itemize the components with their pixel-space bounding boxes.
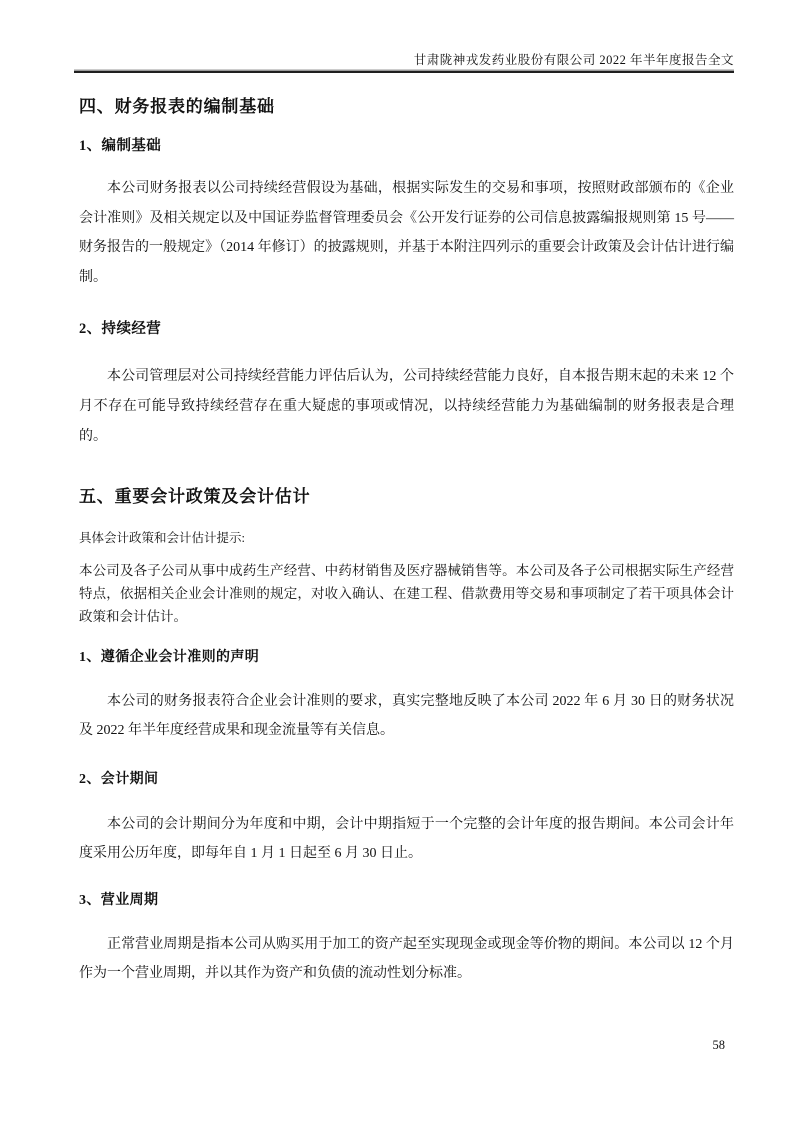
section5-note: 具体会计政策和会计估计提示:	[79, 531, 245, 545]
section4-sub2-heading: 2、持续经营	[79, 321, 162, 337]
section5-sub3-heading: 3、营业周期	[79, 893, 159, 908]
section4-heading: 四、财务报表的编制基础	[79, 97, 275, 116]
section5-intro-paragraph: 本公司及各子公司从事中成药生产经营、中药材销售及医疗器械销售等。本公司及各子公司根据实际生产经营特点，依据相关企业会计准则的规定，对收入确认、在建工程、借款费用等交易和事项制定了若干项具体会计政策和会计估计。	[79, 563, 734, 624]
section5-sub1-paragraph: 本公司的财务报表符合企业会计准则的要求，真实完整地反映了本公司 2022 年 6 月 30 日的财务状况及 2022 年半年度经营成果和现金流量等有关信息。	[79, 694, 734, 738]
page-number: 58	[712, 1038, 725, 1052]
section5-heading: 五、重要会计政策及会计估计	[79, 487, 311, 506]
section5-sub2-heading: 2、会计期间	[79, 772, 159, 787]
section5-sub1-heading: 1、遵循企业会计准则的声明	[79, 650, 260, 665]
section4-sub2-paragraph: 本公司管理层对公司持续经营能力评估后认为，公司持续经营能力良好，自本报告期末起的未来 12 个月不存在可能导致持续经营存在重大疑虑的事项或情况，以持续经营能力为基础编制的财务报表是合理的。	[79, 369, 734, 444]
section5-sub3-paragraph: 正常营业周期是指本公司从购买用于加工的资产起至实现现金或现金等价物的期间。本公司以 12 个月作为一个营业周期，并以其作为资产和负债的流动性划分标准。	[79, 937, 734, 981]
section4-sub1-paragraph: 本公司财务报表以公司持续经营假设为基础，根据实际发生的交易和事项，按照财政部颁布的《企业会计准则》及相关规定以及中国证券监督管理委员会《公开发行证券的公司信息披露编报规则第 15 号——财务报告的一般规定》（2014 年修订）的披露规则，并基于本附注四列示的重要会计政策及会计估计进行编制。	[79, 181, 734, 285]
section4-sub1-heading: 1、编制基础	[79, 138, 162, 154]
section5-sub2-paragraph: 本公司的会计期间分为年度和中期，会计中期指短于一个完整的会计年度的报告期间。本公司会计年度采用公历年度，即每年自 1 月 1 日起至 6 月 30 日止。	[79, 817, 734, 861]
header-rule	[74, 71, 734, 73]
report-header-title: 甘肃陇神戎发药业股份有限公司 2022 年半年度报告全文	[413, 53, 734, 67]
